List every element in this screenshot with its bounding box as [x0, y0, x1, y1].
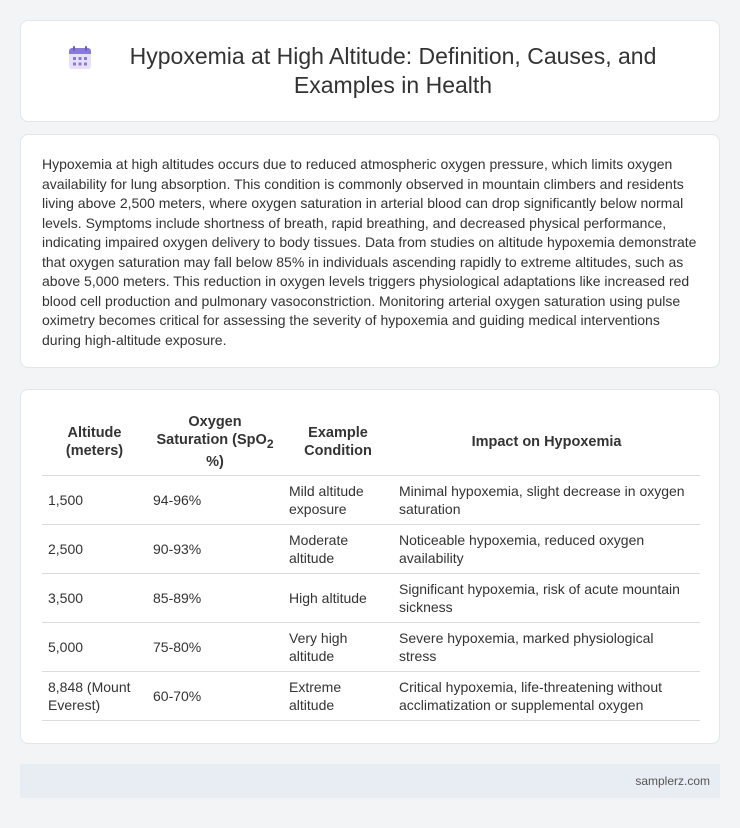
cell-impact: Significant hypoxemia, risk of acute mountain sickness	[393, 573, 700, 622]
table-row	[42, 622, 700, 671]
cell-saturation: 90-93%	[147, 524, 283, 573]
title-wrap	[60, 42, 680, 100]
cell-saturation: 94-96%	[147, 475, 283, 524]
header-card	[20, 20, 720, 122]
cell-impact: Severe hypoxemia, marked physiological stress	[393, 622, 700, 671]
cell-saturation: 85-89%	[147, 573, 283, 622]
header-saturation	[147, 410, 283, 475]
cell-impact: Critical hypoxemia, life-threatening without acclimatization or supplemental oxygen	[393, 671, 700, 720]
table-row	[42, 573, 700, 622]
header-saturation-pre: Oxygen Saturation (SpO	[156, 414, 267, 449]
header-impact: Impact on Hypoxemia	[393, 410, 700, 475]
calendar-icon	[67, 45, 93, 71]
table-row	[42, 524, 700, 573]
table-row	[42, 475, 700, 524]
cell-condition: Extreme altitude	[283, 671, 393, 720]
table-card	[20, 389, 720, 744]
cell-condition: High altitude	[283, 573, 393, 622]
cell-altitude: 3,500	[42, 573, 147, 622]
page-title: Hypoxemia at High Altitude: Definition, Causes, and Examples in Health	[129, 43, 657, 98]
cell-altitude: 2,500	[42, 524, 147, 573]
header-saturation-sub: 2	[266, 437, 274, 452]
intro-paragraph: Hypoxemia at high altitudes occurs due to reduced atmospheric oxygen pressure, which limits oxygen availability for lung absorption. This condition is commonly observed in mountain climbers and residents living above 2,500 meters, where oxygen saturation in arterial blood can drop significantly below normal levels. Symptoms include shortness of breath, rapid breathing, and decreased physical performance, indicating impaired oxygen delivery to body tissues. Data from studies on altitude hypoxemia demonstrate that oxygen saturation may fall below 85% in individuals ascending rapidly to extreme altitudes, such as above 5,000 meters. This reduction in oxygen levels triggers physiological adaptations like increased red blood cell production and pulmonary vasoconstriction. Monitoring arterial oxygen saturation using pulse oximetry becomes critical for assessing the severity of hypoxemia and guiding medical interventions during high-altitude exposure.	[42, 156, 697, 348]
cell-condition: Very high altitude	[283, 622, 393, 671]
intro-card	[20, 134, 720, 368]
footer-site[interactable]: samplerz.com	[635, 774, 710, 788]
cell-saturation: 75-80%	[147, 622, 283, 671]
table-header-row	[42, 410, 700, 475]
cell-saturation: 60-70%	[147, 671, 283, 720]
header-altitude: Altitude (meters)	[42, 410, 147, 475]
header-saturation-post: %)	[206, 454, 224, 471]
cell-impact: Minimal hypoxemia, slight decrease in oxygen saturation	[393, 475, 700, 524]
cell-altitude: 8,848 (Mount Everest)	[42, 671, 147, 720]
cell-condition: Moderate altitude	[283, 524, 393, 573]
table-row	[42, 671, 700, 720]
cell-altitude: 5,000	[42, 622, 147, 671]
cell-altitude: 1,500	[42, 475, 147, 524]
cell-condition: Mild altitude exposure	[283, 475, 393, 524]
altitude-table	[42, 410, 700, 721]
footer-bar	[20, 764, 720, 798]
cell-impact: Noticeable hypoxemia, reduced oxygen availability	[393, 524, 700, 573]
header-condition: Example Condition	[283, 410, 393, 475]
